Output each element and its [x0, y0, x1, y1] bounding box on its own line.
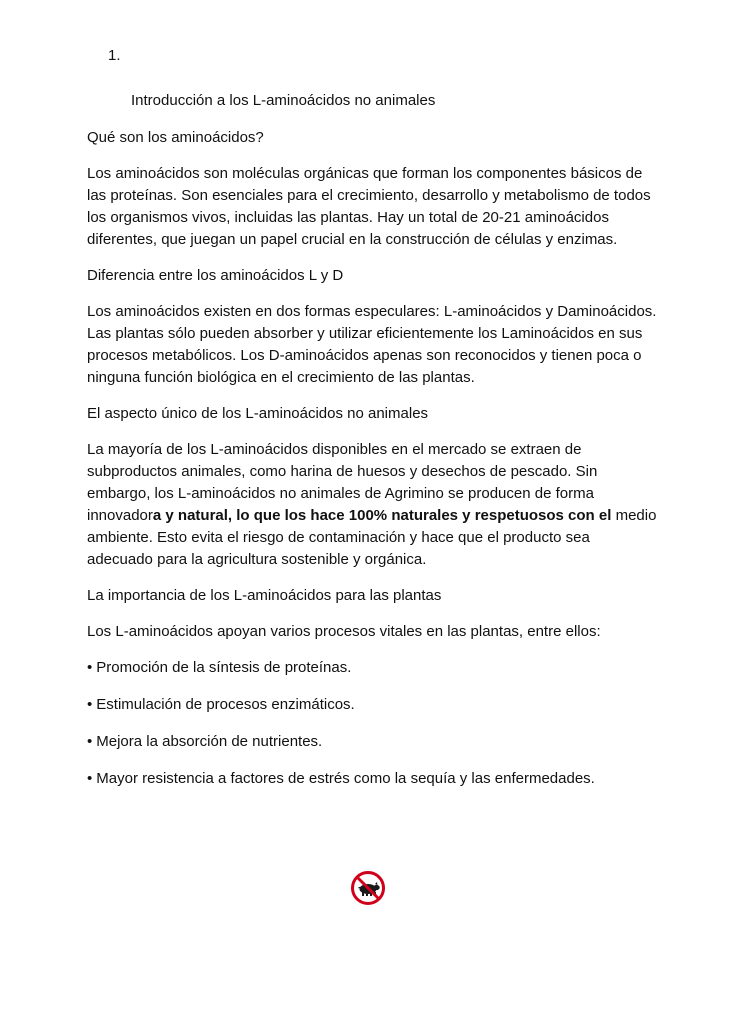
section-heading-importance: La importancia de los L-aminoácidos para las plantas	[87, 587, 442, 604]
list-item	[87, 657, 657, 679]
list-item-text: Mayor resistencia a factores de estrés como la sequía y las enfermedades.	[96, 770, 595, 787]
bullet-icon: •	[87, 659, 93, 676]
document-body	[87, 127, 657, 805]
paragraph-end: medio ambiente. Esto evita el riesgo de contaminación y hace que el producto sea adecuado para la agricultura sostenible y orgánica.	[87, 507, 657, 568]
section-paragraph-l-vs-d: Los aminoácidos existen en dos formas especulares: L-aminoácidos y Daminoácidos. Las plantas sólo pueden absorber y utilizar eficientemente los Laminoácidos en sus procesos metabólicos. Los D-aminoácidos apenas son reconocidos y tienen poca o ninguna función biológica en el crecimiento de las plantas.	[87, 303, 657, 386]
bullet-icon: •	[87, 770, 93, 787]
bullet-icon: •	[87, 696, 93, 713]
document-title: Introducción a los L-aminoácidos no animales	[131, 92, 436, 109]
no-animal-icon	[350, 870, 386, 906]
section-paragraph-what-are-amino-acids: Los aminoácidos son moléculas orgánicas que forman los componentes básicos de las proteínas. Son esenciales para el crecimiento, desarrollo y metabolismo de todos los organismos vivos, incluidas las plantas. Hay un total de 20-21 aminoácidos diferentes, que juegan un papel crucial en la construcción de células y enzimas.	[87, 165, 651, 248]
section-paragraph-importance: Los L-aminoácidos apoyan varios procesos vitales en las plantas, entre ellos:	[87, 623, 601, 640]
list-item-text: Promoción de la síntesis de proteínas.	[96, 659, 352, 676]
paragraph-start: La mayoría de los L-aminoácidos disponibles en el mercado se extraen de subproductos animales, como harina de huesos y desechos de pescado. Sin embargo, los L-aminoácidos no animales de Agrimino se producen de forma innovador	[87, 441, 598, 524]
section-heading-l-vs-d: Diferencia entre los aminoácidos L y D	[87, 267, 344, 284]
paragraph-bold: a y natural, lo que los hace 100% naturales y respetuosos con el	[152, 507, 612, 524]
list-number: 1.	[108, 47, 121, 64]
list-item	[87, 768, 657, 790]
list-item	[87, 731, 657, 753]
list-item	[87, 694, 657, 716]
list-item-text: Mejora la absorción de nutrientes.	[96, 733, 323, 750]
section-paragraph-unique-aspect	[87, 439, 657, 571]
section-heading-unique-aspect: El aspecto único de los L-aminoácidos no animales	[87, 405, 429, 422]
bullet-icon: •	[87, 733, 93, 750]
list-item-text: Estimulación de procesos enzimáticos.	[96, 696, 355, 713]
section-heading-what-are-amino-acids: Qué son los aminoácidos?	[87, 129, 264, 146]
